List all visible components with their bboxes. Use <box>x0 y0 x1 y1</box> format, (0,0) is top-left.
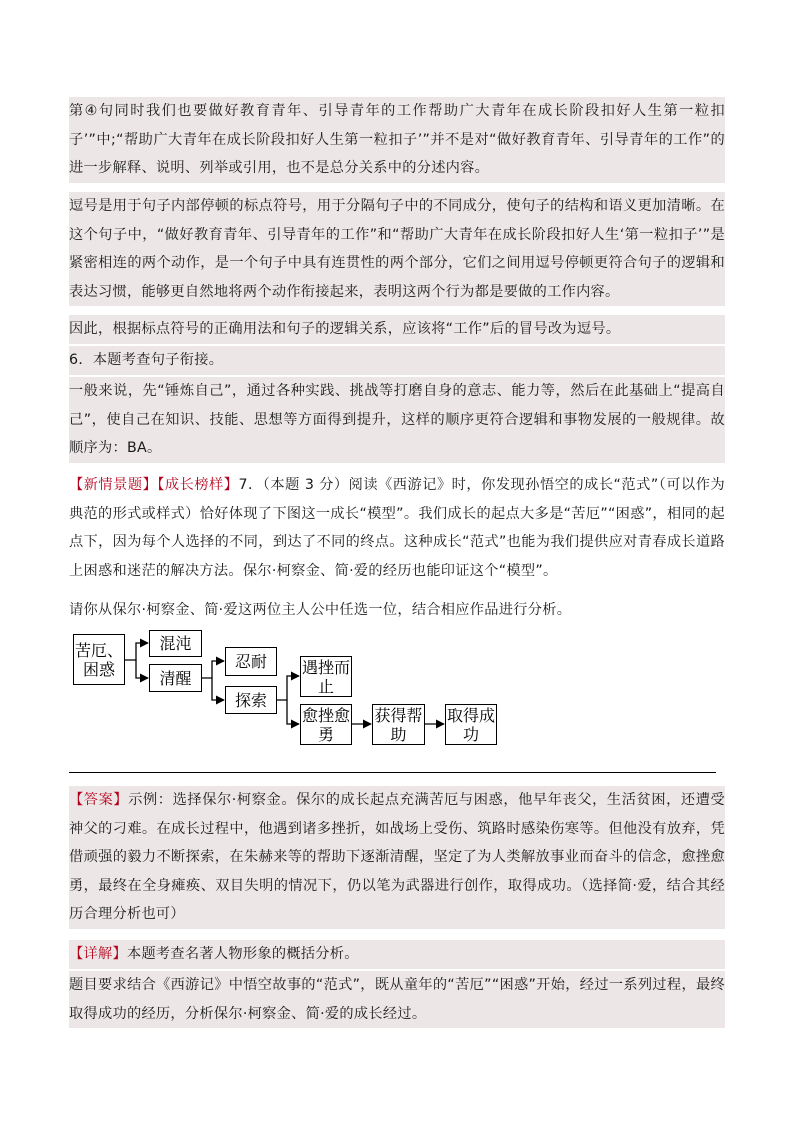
growth-model-tag: 【成长榜样】 <box>157 477 239 493</box>
detail-intro <box>69 940 725 969</box>
node-braver-with-setbacks: 愈挫愈勇 <box>301 705 350 744</box>
detail-paragraph: 题目要求结合《西游记》中悟空故事的“范式”，既从童年的“苦厄”“困惑”开始，经过一系列过程，最终取得成功的经历，分析保尔·柯察金、简·爱的成长经过。 <box>69 971 725 1028</box>
divider-line <box>69 772 716 773</box>
node-awake: 清醒 <box>149 664 202 692</box>
q7-intro: 7．（本题 3 分）阅读《西游记》时，你发现孙悟空的成长“范式”（可以作为典范的形式或样式）恰好体现了下图这一成长“模型”。我们成长的起点大多是“苦厄”“困惑”，相同的起点下，因为每个人选择的不同，到达了不同的终点。这种成长“范式”也能为我们提供应对青春成长道路上困惑和迷茫的解决方法。保尔·柯察金、简·爱的经历也能印证这个“模型”。 <box>69 477 725 579</box>
node-stop-at-setback: 遇挫而止 <box>301 657 350 696</box>
detail-label: 【详解】 <box>69 946 127 962</box>
q7-question <box>69 471 725 585</box>
node-hardship-confusion: 苦厄、困惑 <box>73 634 125 685</box>
node-endure: 忍耐 <box>225 647 277 676</box>
new-scenario-tag: 【新情景题】 <box>69 477 158 493</box>
node-chaos: 混沌 <box>149 630 202 657</box>
node-explore: 探索 <box>225 686 277 714</box>
detail-summary: 本题考查名著人物形象的概括分析。 <box>126 946 359 962</box>
node-succeed: 取得成功 <box>446 705 495 744</box>
node-get-help: 获得帮助 <box>372 704 425 745</box>
q6-title: 6．本题考查句子衔接。 <box>69 346 725 375</box>
q7-prompt: 请你从保尔·柯察金、简·爱这两位主人公中任选一位，结合相应作品进行分析。 <box>69 602 572 618</box>
analysis-conclusion: 因此，根据标点符号的正确用法和句子的逻辑关系，应该将“工作”后的冒号改为逗号。 <box>69 315 725 344</box>
answer-text: 示例：选择保尔·柯察金。保尔的成长起点充满苦厄与困惑，他早年丧父，生活贫困，还遭受神父的刁难。在成长过程中，他遇到诸多挫折，如战场上受伤、筑路时感染伤寒等。但他没有放弃，凭借顽强的毅力不断探索，在朱赫来等的帮助下逐渐清醒，坚定了为人类解放事业而奋斗的信念，愈挫愈勇，最终在全身瘫痪、双目失明的情况下，仍以笔为武器进行创作，取得成功。（选择简·爱，结合其经历合理分析也可） <box>69 792 726 922</box>
answer-paragraph <box>69 786 725 929</box>
analysis-paragraph-2: 逗号是用于句子内部停顿的标点符号，用于分隔句子中的不同成分，使句子的结构和语义更加清晰。在这个句子中，“做好教育青年、引导青年的工作”和“帮助广大青年在成长阶段扣好人生‘第一粒扣子’”是紧密相连的两个动作，是一个句子中具有连贯性的两个部分，它们之间用逗号停顿更符合句子的逻辑和表达习惯，能够更自然地将两个动作衔接起来，表明这两个行为都是要做的工作内容。 <box>69 192 725 306</box>
analysis-paragraph-1: 第④句同时我们也要做好教育青年、引导青年的工作帮助广大青年在成长阶段扣好人生第一粒扣子’”中;“帮助广大青年在成长阶段扣好人生第一粒扣子’”并不是对“做好教育青年、引导青年的工作”的进一步解释、说明、列举或引用，也不是总分关系中的分述内容。 <box>69 97 725 183</box>
answer-label: 【答案】 <box>69 792 129 808</box>
q6-explanation: 一般来说，先“锤炼自己”，通过各种实践、挑战等打磨自身的意志、能力等，然后在此基础上“提高自己”，使自己在知识、技能、思想等方面得到提升，这样的顺序更符合逻辑和事物发展的一般规律。故顺序为：BA。 <box>69 377 725 463</box>
